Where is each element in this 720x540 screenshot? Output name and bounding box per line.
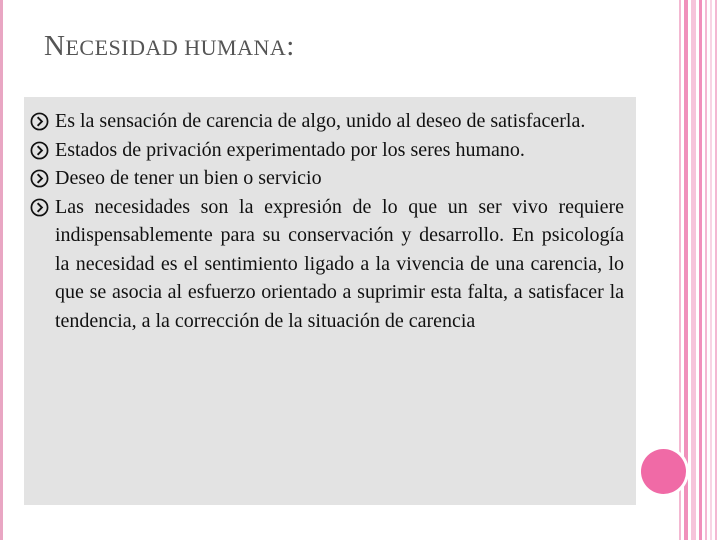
title-rest: ECESIDAD HUMANA [65,35,287,60]
bullet-text: Deseo de tener un bien o servicio [55,167,322,189]
list-item [24,164,624,193]
bullet-text: Es la sensación de carencia de algo, unido al deseo de satisfacerla. [55,110,586,132]
circled-arrow-bullet-icon [30,198,49,217]
list-item [24,136,624,165]
stripe [684,0,688,540]
decorative-circle [641,449,686,494]
bullet-text: Las necesidades son la expresión de lo que un ser vivo requiere indispensablemente para su conservación y desarrollo. En psicología la necesidad es el sentimiento ligado a la vivencia de una carencia, lo que se asocia al esfuerzo orientado a suprimir esta falta, a satisfacer la tendencia, a la corrección de la situación de carencia [55,195,624,332]
page-title [44,30,295,63]
stripe [715,0,717,540]
decorative-stripes [679,0,720,540]
list-item [24,193,624,336]
circled-arrow-bullet-icon [30,169,49,188]
bullet-text: Estados de privación experimentado por los seres humano. [55,138,525,161]
stripe [691,0,696,540]
list-item [24,107,624,136]
left-border-line [0,0,3,540]
stripe [699,0,702,540]
content-box [24,97,636,505]
title-colon: : [286,30,295,62]
bullet-list [24,107,624,335]
circled-arrow-bullet-icon [30,141,49,160]
stripe [705,0,707,540]
title-initial: N [44,30,66,62]
circled-arrow-bullet-icon [30,112,49,131]
stripe [710,0,712,540]
